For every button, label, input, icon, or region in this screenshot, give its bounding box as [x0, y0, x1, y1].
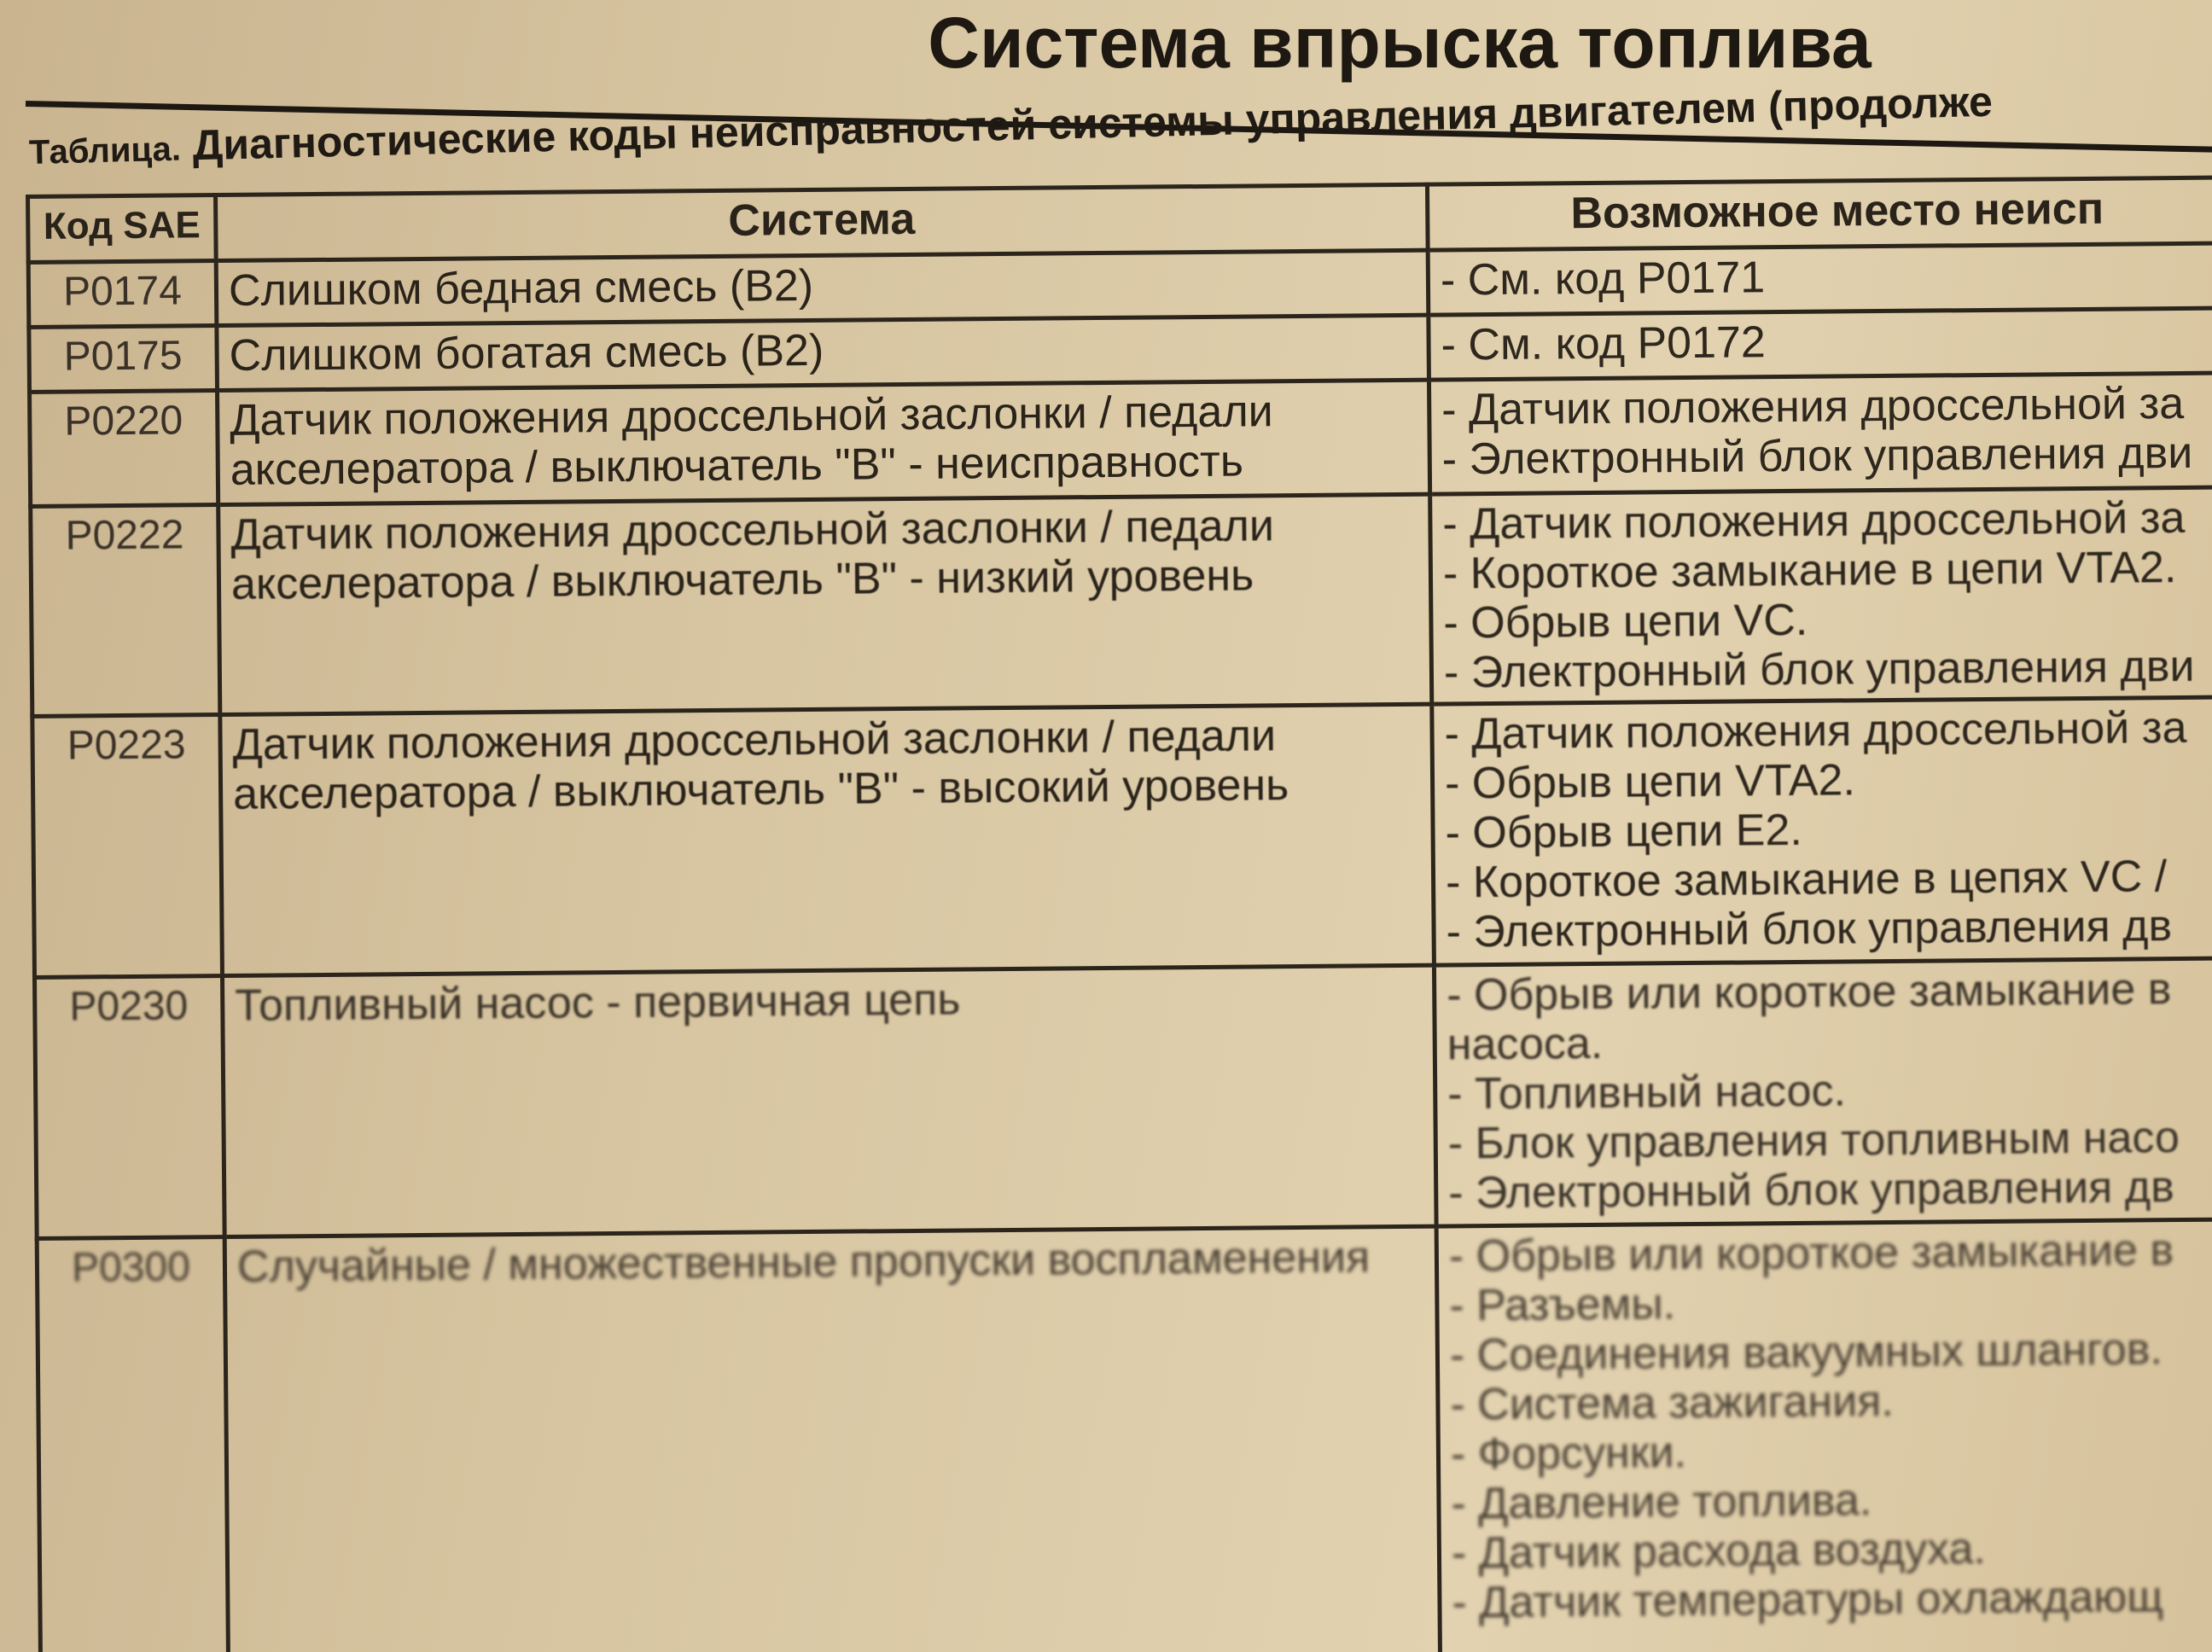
place-line: - См. код P0172	[1441, 317, 1767, 370]
caption-text: Диагностические коды неисправностей системы управления двигателем (продолже	[192, 77, 1994, 170]
dtc-table	[26, 175, 2212, 1652]
place-line: - См. код P0171	[1440, 253, 1766, 305]
row-place	[1432, 697, 2212, 965]
section-title: Система впрыска топлива	[928, 3, 1871, 83]
place-line: - Система зажигания.	[1450, 1376, 1895, 1430]
row-place	[1434, 958, 2212, 1226]
place-line: - Электронный блок управления дви	[1441, 428, 2193, 485]
place-line: - Обрыв цепи VC.	[1443, 595, 1808, 649]
place-line: - Короткое замыкание в цепи VTA2.	[1442, 543, 2177, 599]
place-line: - Датчик расхода воздуха.	[1451, 1524, 1987, 1579]
row-code: P0223	[32, 715, 223, 978]
row-place	[1436, 1219, 2212, 1652]
place-line: - Датчик положения дроссельной за	[1442, 492, 2186, 550]
caption-label: Таблица.	[28, 130, 182, 172]
place-line: - Обрыв цепи E2.	[1445, 805, 1803, 858]
place-line: - Топливный насос.	[1447, 1066, 1847, 1120]
row-system: Слишком бедная смесь (B2)	[216, 250, 1429, 325]
row-system: Датчик положения дроссельной заслонки / педали акселератора / выключатель "B" - низкий уровень	[218, 494, 1432, 714]
column-header-system: Система	[216, 184, 1429, 260]
row-system: Датчик положения дроссельной заслонки / педали акселератора / выключатель "B" - высокий уровень	[220, 704, 1435, 975]
row-code: P0230	[35, 976, 225, 1239]
place-line: - Форсунки.	[1450, 1428, 1687, 1480]
row-code: P0220	[30, 391, 218, 507]
place-line: - Соединения вакуумных шлангов.	[1449, 1324, 2163, 1381]
row-code: P0175	[29, 326, 218, 393]
place-line: - Короткое замыкание в цепях VC /	[1445, 852, 2168, 908]
column-header-code: Код SAE	[28, 195, 217, 263]
row-system: Случайные / множественные пропуски воспламенения	[224, 1226, 1440, 1652]
place-line: - Датчик температуры охлаждающ	[1452, 1572, 2164, 1628]
row-place	[1429, 373, 2212, 494]
table-row	[30, 373, 2212, 507]
table-wrapper	[26, 175, 2212, 1652]
table-caption	[28, 70, 2212, 174]
place-line: - Датчик положения дроссельной за	[1444, 702, 2187, 759]
row-code: P0300	[37, 1237, 229, 1652]
column-header-place: Возможное место неисп	[1427, 177, 2212, 250]
place-line: - Разъемы.	[1449, 1279, 1676, 1331]
table-row	[32, 697, 2212, 978]
row-system: Слишком богатая смесь (B2)	[217, 315, 1429, 390]
table-row	[31, 487, 2212, 717]
row-place	[1428, 243, 2212, 315]
place-line: - Обрыв или короткое замыкание в	[1448, 1225, 2174, 1282]
row-place	[1429, 308, 2212, 380]
place-line: - Электронный блок управления дв	[1446, 901, 2173, 957]
row-system: Топливный насос - первичная цепь	[222, 965, 1436, 1236]
place-line: - Давление топлива.	[1451, 1475, 1872, 1529]
place-line: - Блок управления топливным насо	[1447, 1113, 2180, 1169]
table-row	[35, 958, 2212, 1239]
place-line: - Электронный блок управления дв	[1448, 1162, 2174, 1219]
place-line: - Обрыв цепи VTA2.	[1444, 755, 1856, 809]
place-line: - Электронный блок управления дви	[1443, 641, 2195, 698]
place-line: - Обрыв или короткое замыкание в	[1447, 964, 2172, 1021]
row-system: Датчик положения дроссельной заслонки / педали акселератора / выключатель "B" - неисправность	[218, 380, 1430, 504]
place-line: - Датчик положения дроссельной за	[1441, 378, 2185, 435]
place-line: насоса.	[1447, 1018, 1604, 1070]
row-place	[1430, 487, 2212, 704]
row-code: P0174	[28, 261, 217, 328]
table-row	[37, 1219, 2212, 1652]
row-code: P0222	[31, 505, 220, 717]
